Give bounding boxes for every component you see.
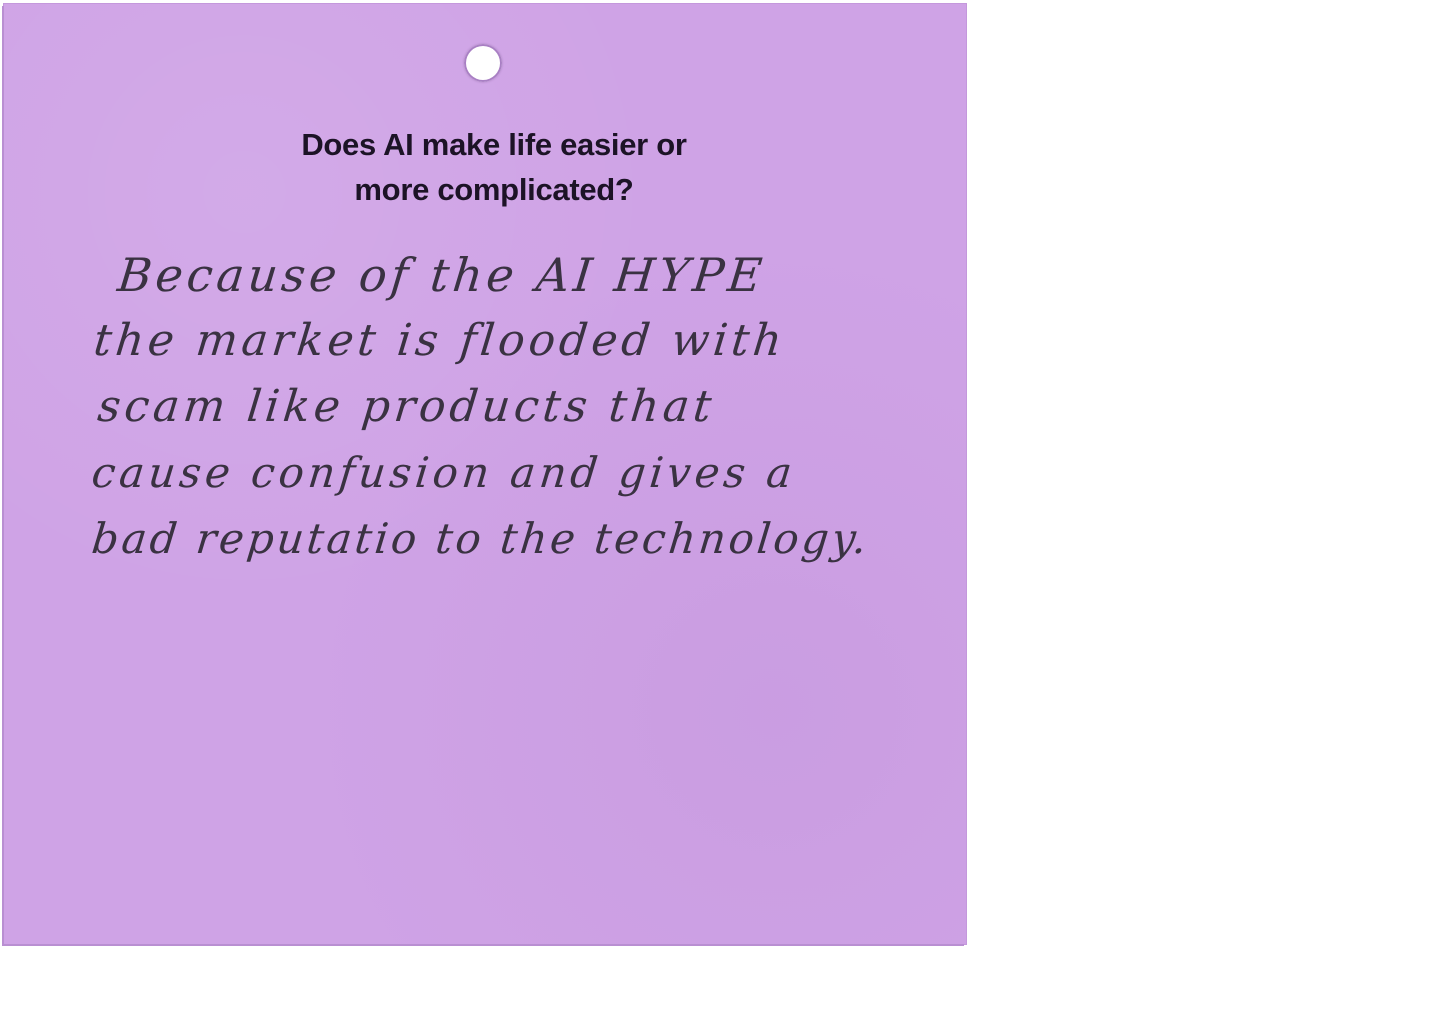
answer-line-4: cause confusion and gives a <box>89 448 799 497</box>
answer-line-5: bad reputatio to the technology. <box>89 514 872 563</box>
response-card <box>4 4 966 944</box>
answer-line-1: Because of the AI HYPE <box>115 248 769 302</box>
answer-line-3: scam like products that <box>95 381 718 432</box>
question-line-1: Does AI make life easier or <box>301 127 687 162</box>
answer-line-2: the market is flooded with <box>91 315 789 366</box>
card-question <box>184 122 804 212</box>
punch-hole <box>464 44 502 82</box>
handwritten-answer <box>88 242 968 572</box>
question-line-2: more complicated? <box>354 172 634 207</box>
